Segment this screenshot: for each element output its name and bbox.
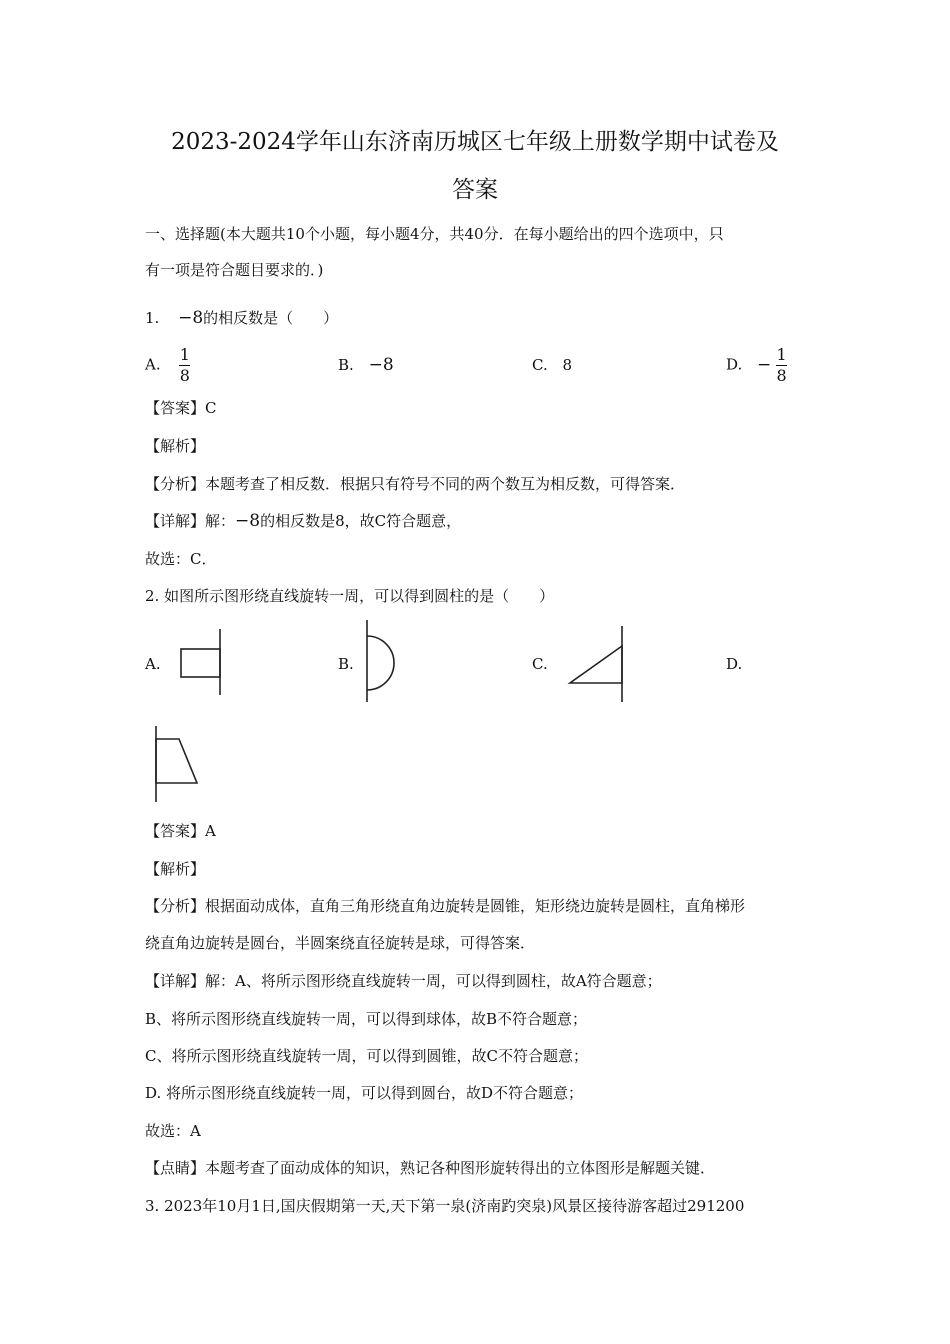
q1-option-b [338,355,394,375]
section-header-line2: 有一项是符合题目要求的．) [145,261,324,279]
q1-option-a [145,346,190,385]
q1-detail-expression: −8 [235,511,261,531]
q2-analysis-line1: 【分析】根据面动成体，直角三角形绕直角边旋转是圆锥，矩形绕边旋转是圆柱，直角梯形 [145,897,746,915]
q2-option-a-label: A. [145,655,161,673]
q1-stem [145,308,338,328]
q1-option-d [726,346,787,385]
q2-figure-a-rectangle [175,625,235,705]
q1-option-b-label: B. [338,356,354,374]
q2-detail-line3: C、将所示图形绕直线旋转一周，可以得到圆锥，故C不符合题意； [145,1047,588,1065]
document-title-line2: 答案 [452,177,498,203]
q1-option-c-label: C. [532,356,548,374]
q1-option-a-denominator: 8 [179,366,190,385]
q1-detail-suffix: 的相反数是8，故C符合题意， [260,512,462,530]
q1-answer: 【答案】C [145,399,217,417]
q3-stem: 3. 2023年10月1日,国庆假期第一天,天下第一泉(济南趵突泉)风景区接待游客超过291200 [145,1197,745,1215]
q2-detail-line4: D. 将所示图形绕直线旋转一周，可以得到圆台，故D不符合题意； [145,1084,584,1102]
q1-option-a-label: A. [145,355,161,374]
q1-analysis: 【分析】本题考查了相反数．根据只有符号不同的两个数互为相反数，可得答案． [145,475,686,493]
q2-figure-b-semicircle [362,616,422,706]
q1-number: 1. [145,309,160,327]
q2-point: 【点睛】本题考查了面动成体的知识，熟记各种图形旋转得出的立体图形是解题关键． [145,1159,716,1177]
q2-detail-line2: B、将所示图形绕直线旋转一周，可以得到球体，故B不符合题意； [145,1010,588,1028]
q2-choice: 故选：A [145,1122,201,1140]
q2-answer: 【答案】A [145,822,216,840]
q2-figure-d-right-trapezoid [150,722,220,812]
q1-detail [145,511,461,531]
q2-analysis-line2: 绕直角边旋转是圆台，半圆案绕直径旋转是球，可得答案． [145,934,536,952]
q2-analysis-heading: 【解析】 [145,860,206,878]
section-header-line1: 一、选择题(本大题共10个小题，每小题4分，共40分．在每小题给出的四个选项中，只 [145,225,724,243]
q1-option-b-value: −8 [368,355,394,375]
q1-choice: 故选：C． [145,550,217,568]
q1-option-d-denominator: 8 [776,366,787,385]
q1-stem-text: 的相反数是（ ） [203,309,339,327]
q2-option-d-label: D. [726,655,743,673]
q1-option-d-fraction [776,346,787,385]
q2-stem: 2. 如图所示图形绕直线旋转一周，可以得到圆柱的是（ ） [145,587,555,605]
q2-detail-line1: 【详解】解：A、将所示图形绕直线旋转一周，可以得到圆柱，故A符合题意； [145,972,662,990]
q1-option-c-value: 8 [562,356,573,374]
document-title-line1: 2023-2024学年山东济南历城区七年级上册数学期中试卷及 [171,129,779,155]
q1-analysis-heading: 【解析】 [145,437,206,455]
q2-figure-c-right-triangle [565,624,645,714]
q2-option-c-label: C. [532,655,548,673]
q2-option-b-label: B. [338,655,354,673]
q1-option-d-numerator: 1 [776,345,787,364]
q1-expression: −8 [178,308,204,328]
q1-option-c [532,355,572,375]
q1-option-d-label: D. [726,355,743,374]
q1-option-a-numerator: 1 [179,345,190,364]
q1-detail-prefix: 【详解】解： [145,512,236,530]
q1-option-d-sign: − [757,354,772,375]
q1-option-a-fraction [179,346,190,385]
